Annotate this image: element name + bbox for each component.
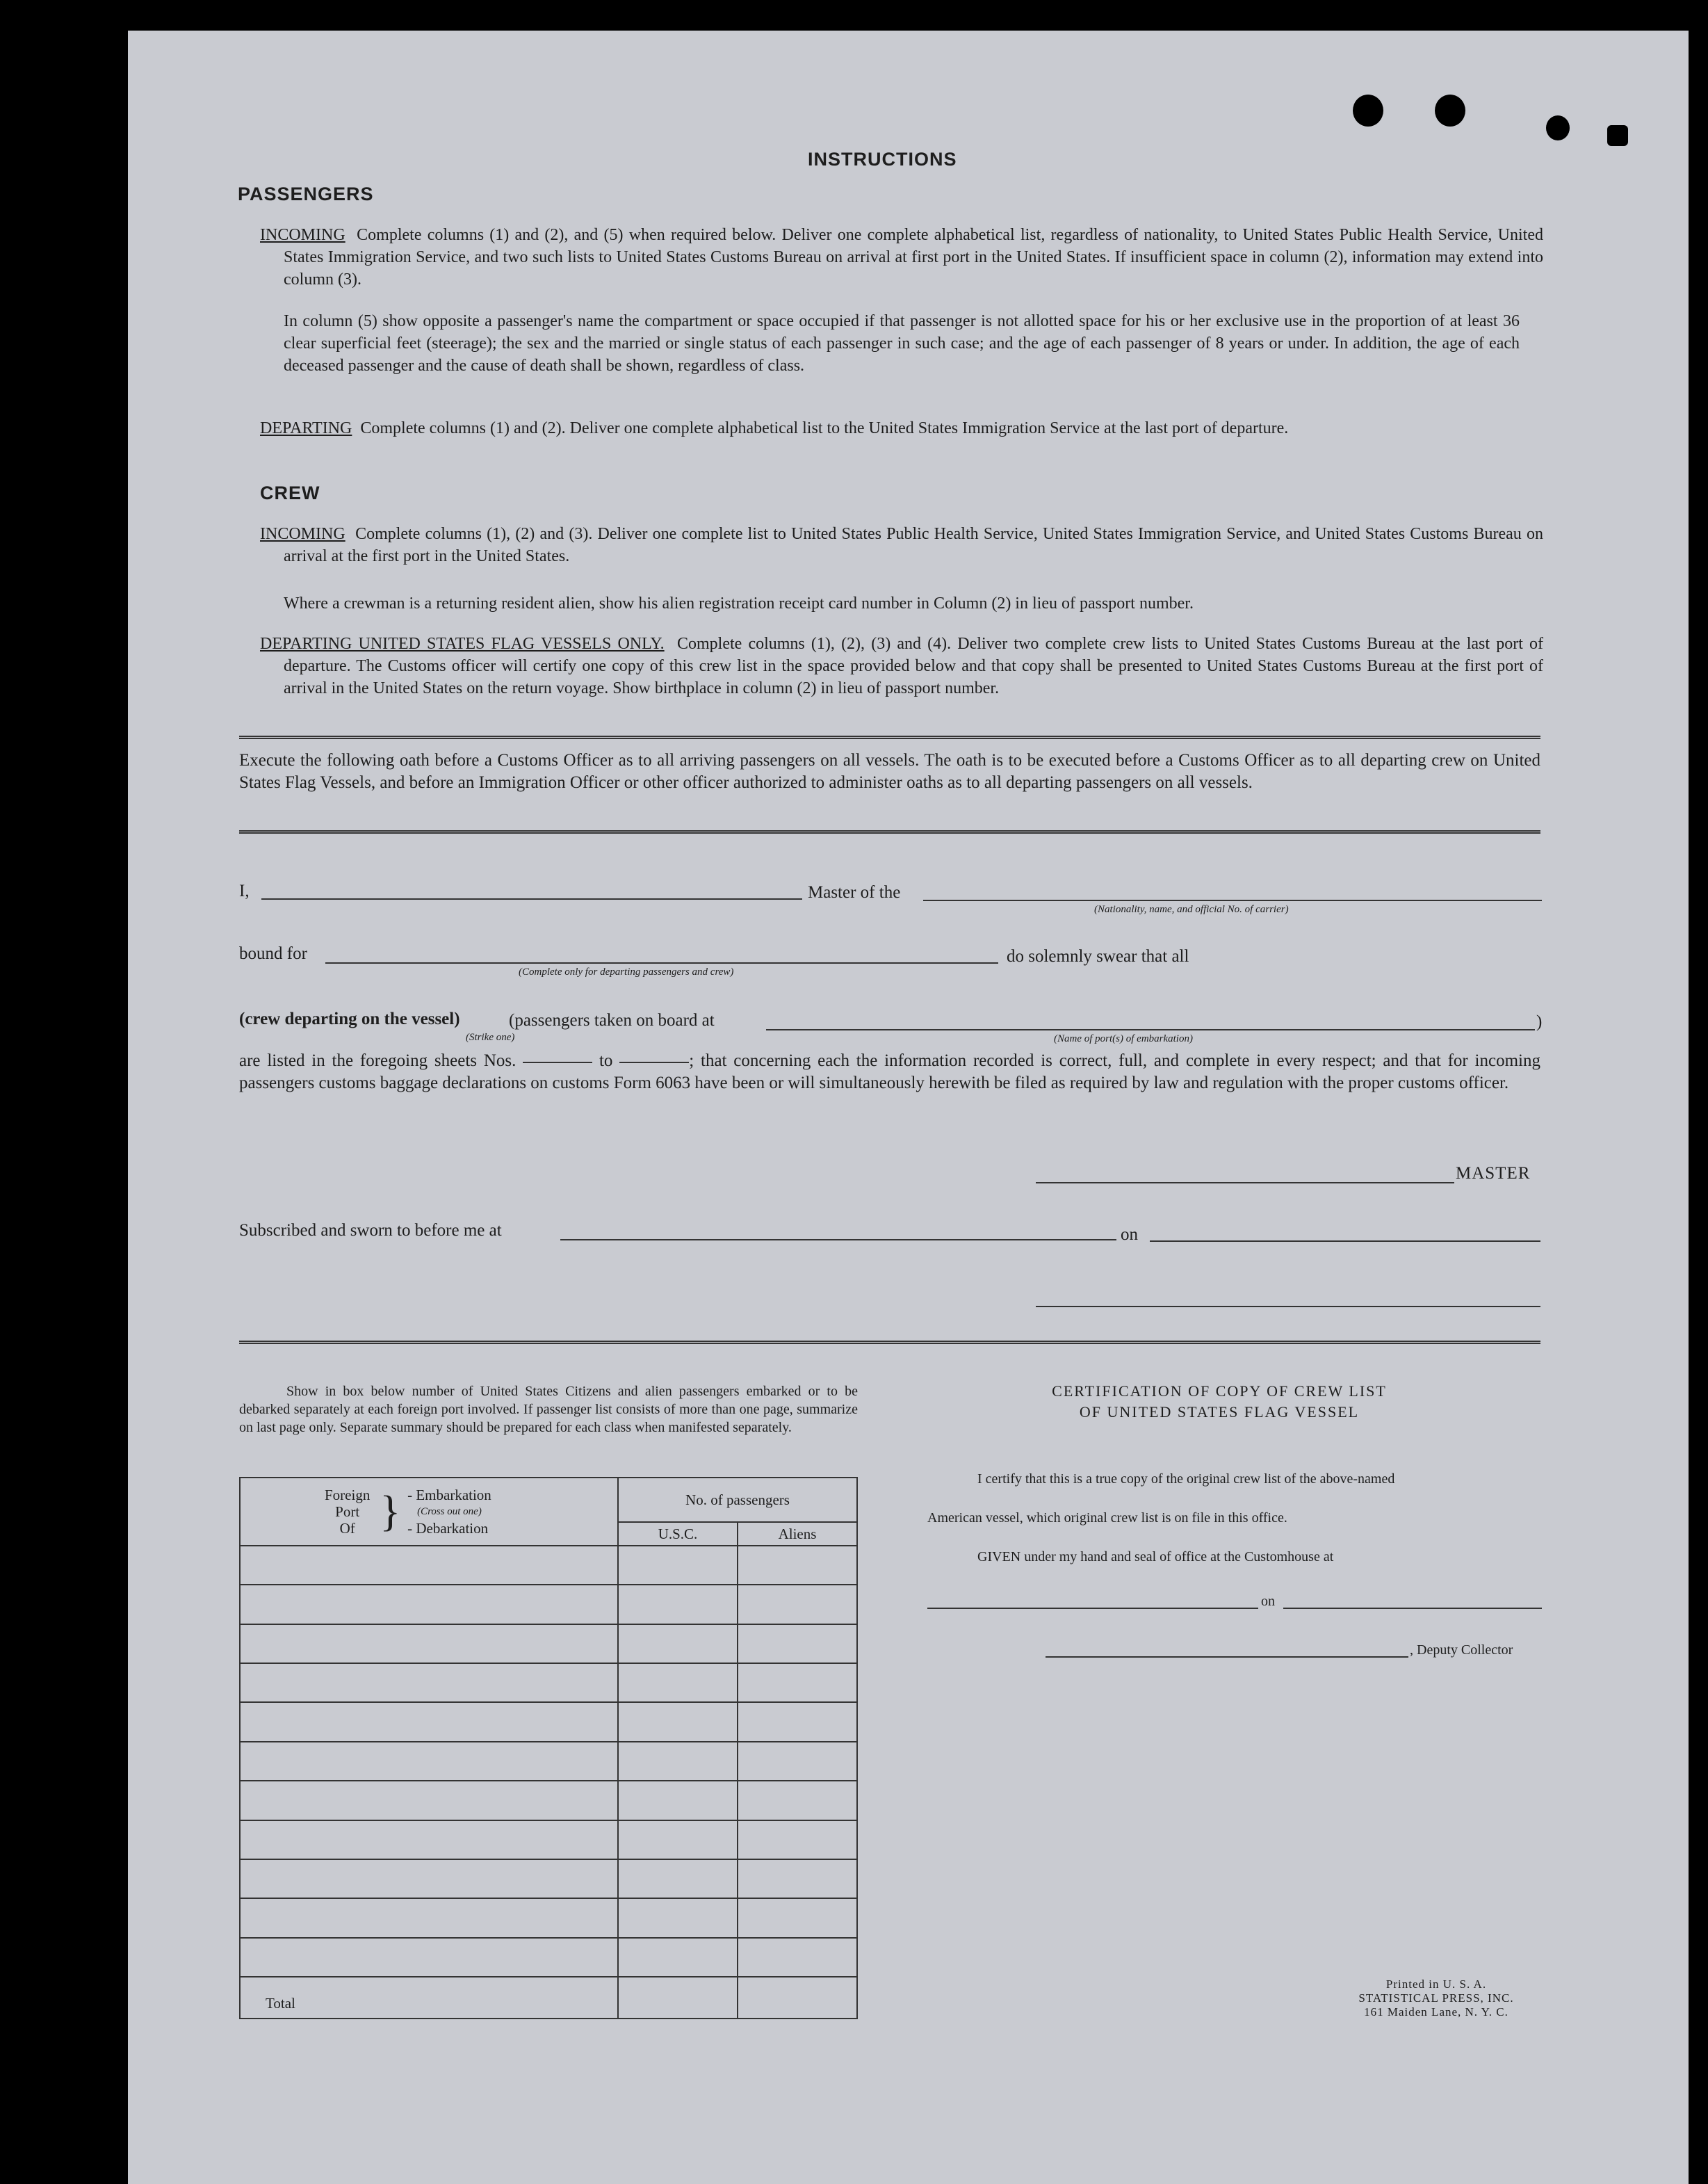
master-name-field[interactable] xyxy=(261,898,802,900)
column5-paragraph: In column (5) show opposite a passenger's name the compartment or space occupied if that passenger is not allotted space for his or her exclusive use in the proportion of at least 36 clear superficial feet (steerage); the sex and the married or single status of each passenger in such case; and the age of each passenger of 8 years or under. In addition, the age of each deceased passenger and the cause of death shall be shown, regardless of class. xyxy=(284,312,1520,375)
no-passengers-header: No. of passengers xyxy=(618,1478,857,1522)
passenger-summary-table xyxy=(239,1477,858,2019)
master-label: MASTER xyxy=(1456,1164,1531,1183)
table-row[interactable] xyxy=(240,1663,857,1702)
sheets-label: are listed in the foregoing sheets Nos. xyxy=(239,1051,517,1070)
american-vessel-text: American vessel, which original crew list is on file in this office. xyxy=(927,1510,1287,1526)
table-row[interactable] xyxy=(240,1938,857,1977)
printer-line1: Printed in U. S. A. xyxy=(1385,1977,1487,1991)
sworn-date-field[interactable] xyxy=(1150,1240,1540,1242)
sworn-place-field[interactable] xyxy=(560,1239,1116,1240)
certification-date-field[interactable] xyxy=(1283,1608,1542,1609)
bound-for-caption: (Complete only for departing passengers and crew) xyxy=(519,966,734,978)
printer-line3: 161 Maiden Lane, N. Y. C. xyxy=(1364,2005,1508,2019)
given-text: GIVEN under my hand and seal of office at the Customhouse at xyxy=(977,1549,1334,1564)
table-row[interactable] xyxy=(240,1702,857,1741)
oath-intro: Execute the following oath before a Customs Officer as to all arriving passengers on all vessels. The oath is to be executed before a Customs Officer as to all departing crew on United States Flag Vessels, and before an Immigration Officer or other officer authorized to administer oaths as to all departing passengers on all vessels. xyxy=(239,751,1540,792)
punch-hole xyxy=(1546,115,1570,140)
carrier-caption: (Nationality, name, and official No. of carrier) xyxy=(1094,904,1289,915)
port-label: Port xyxy=(335,1503,360,1520)
sheets-certification-text: ; that concerning each the information recorded is correct, full, and complete in every respect; and that for incoming passengers customs baggage declarations on customs Form 6063 have been or will simultaneously herewith be filed as required by law and regulation with the proper customs officer. xyxy=(239,1051,1540,1092)
certification-title-line2: OF UNITED STATES FLAG VESSEL xyxy=(1079,1403,1360,1421)
crew-departing-option[interactable] xyxy=(239,1010,460,1029)
table-row[interactable] xyxy=(240,1624,857,1663)
foreign-label: Foreign xyxy=(325,1487,371,1503)
of-label: Of xyxy=(339,1520,355,1537)
crew-departing-option-text: (crew departing on the vessel) xyxy=(239,1010,460,1028)
deputy-signature-field[interactable] xyxy=(1046,1656,1408,1658)
cross-out-caption: (Cross out one) xyxy=(417,1506,482,1517)
sheets-statement xyxy=(239,1050,1540,1094)
punch-hole xyxy=(1607,125,1628,146)
certification-title xyxy=(1011,1381,1428,1423)
deputy-collector-label: , Deputy Collector xyxy=(1410,1642,1513,1658)
crew-incoming-label: INCOMING xyxy=(260,525,345,543)
printer-imprint xyxy=(1325,1977,1547,2019)
table-row[interactable] xyxy=(240,1585,857,1624)
passengers-departing-paragraph xyxy=(260,417,1543,439)
crew-departing-label: DEPARTING UNITED STATES FLAG VESSELS ONLY. xyxy=(260,635,665,653)
crew-departing-text: Complete columns (1), (2), (3) and (4). Deliver two complete crew lists to United States Customs Bureau at the last port of departure. The Customs officer will certify one copy of this crew list in the space provided below and that copy shall be presented to United States Customs Bureau at the first port of arrival in the United States on the return voyage. Show birthplace in column (2) in lieu of passport number. xyxy=(284,635,1544,697)
departing-text: Complete columns (1) and (2). Deliver one complete alphabetical list to the United States Immigration Service at the last port of departure. xyxy=(360,419,1289,437)
form-page xyxy=(128,31,1689,2184)
close-paren: ) xyxy=(1536,1012,1543,1031)
crew-departing-paragraph xyxy=(260,633,1543,699)
total-row[interactable] xyxy=(240,1977,857,2019)
section-divider xyxy=(239,830,1540,834)
printer-line2: STATISTICAL PRESS, INC. xyxy=(1358,1991,1514,2005)
certification-on-label: on xyxy=(1261,1594,1275,1609)
sheets-to-label: to xyxy=(599,1051,613,1070)
officer-signature-field[interactable] xyxy=(1036,1306,1540,1307)
embarkation-option[interactable]: - Embarkation xyxy=(407,1487,491,1503)
instructions-title: INSTRUCTIONS xyxy=(808,149,957,170)
sworn-on-label: on xyxy=(1121,1225,1138,1244)
usc-header: U.S.C. xyxy=(618,1522,738,1546)
brace-icon: } xyxy=(380,1488,401,1535)
certification-title-line1: CERTIFICATION OF COPY OF CREW LIST xyxy=(1052,1382,1387,1400)
oath-i-label: I, xyxy=(239,882,250,900)
table-row[interactable] xyxy=(240,1546,857,1585)
crew-heading: CREW xyxy=(260,483,320,503)
master-of-the-label: Master of the xyxy=(808,883,901,902)
section-divider xyxy=(239,1341,1540,1344)
table-row[interactable] xyxy=(240,1820,857,1859)
sheets-from-field[interactable] xyxy=(523,1062,592,1063)
punch-hole xyxy=(1435,95,1465,127)
table-row[interactable] xyxy=(240,1742,857,1781)
certify-text: I certify that this is a true copy of the original crew list of the above-named xyxy=(977,1471,1395,1487)
aliens-header: Aliens xyxy=(738,1522,857,1546)
embarkation-ports-field[interactable] xyxy=(766,1029,1535,1030)
carrier-field[interactable] xyxy=(923,900,1542,901)
table-row[interactable] xyxy=(240,1781,857,1820)
bound-for-field[interactable] xyxy=(325,962,998,964)
incoming-label: INCOMING xyxy=(260,226,345,244)
master-signature-field[interactable] xyxy=(1036,1182,1454,1183)
summary-note: Show in box below number of United States Citizens and alien passengers embarked or to be debarked separately at each foreign port involved. If passenger list consists of more than one page, summarize on last page only. Separate summary should be prepared for each class when manifested separately. xyxy=(239,1384,858,1435)
departing-label: DEPARTING xyxy=(260,419,352,437)
passengers-incoming-paragraph xyxy=(260,224,1543,291)
debarkation-option[interactable]: - Debarkation xyxy=(407,1520,489,1537)
strike-one-caption: (Strike one) xyxy=(466,1032,515,1043)
swear-label: do solemnly swear that all xyxy=(1007,947,1189,966)
port-header xyxy=(240,1478,618,1546)
ports-caption: (Name of port(s) of embarkation) xyxy=(1054,1033,1193,1044)
section-divider xyxy=(239,736,1540,739)
bound-for-label: bound for xyxy=(239,944,307,963)
total-label: Total xyxy=(240,1977,618,2019)
crew-incoming-paragraph xyxy=(260,523,1543,567)
subscribed-label: Subscribed and sworn to before me at xyxy=(239,1221,502,1240)
crew-alien-paragraph: Where a crewman is a returning resident alien, show his alien registration receipt card number in Column (2) in lieu of passport number. xyxy=(284,594,1194,613)
punch-hole xyxy=(1353,95,1383,127)
passengers-taken-option[interactable]: (passengers taken on board at xyxy=(509,1011,715,1030)
table-row[interactable] xyxy=(240,1859,857,1898)
passengers-heading: PASSENGERS xyxy=(238,184,374,204)
crew-incoming-text: Complete columns (1), (2) and (3). Deliver one complete list to United States Public Health Service, United States Immigration Service, and United States Customs Bureau on arrival at the first port in the United States. xyxy=(284,525,1544,565)
customhouse-field[interactable] xyxy=(927,1608,1258,1609)
table-row[interactable] xyxy=(240,1898,857,1937)
incoming-text: Complete columns (1) and (2), and (5) when required below. Deliver one complete alphabetical list, regardless of nationality, to United States Public Health Service, United States Immigration Service, and two such lists to United States Customs Bureau on arrival at first port in the United States. If insufficient space in column (2), information may extend into column (3). xyxy=(284,226,1543,289)
sheets-to-field[interactable] xyxy=(619,1062,689,1063)
